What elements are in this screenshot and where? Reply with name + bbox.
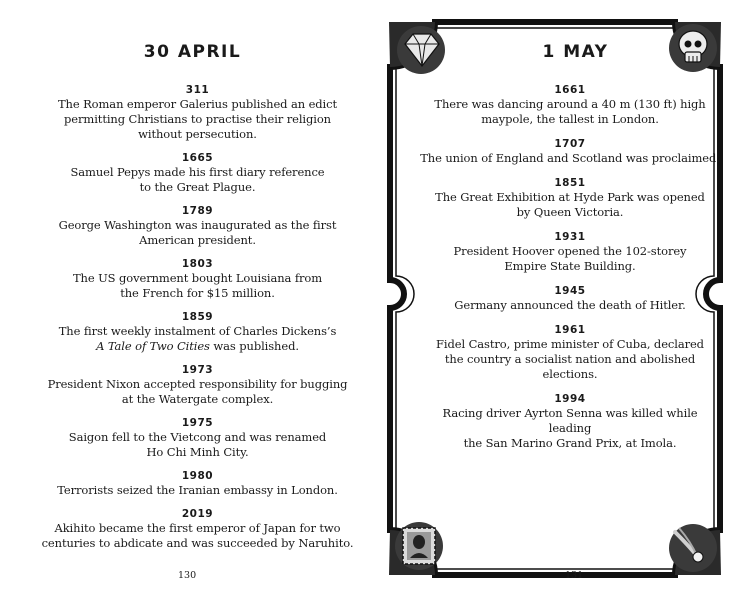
entry-line: without persecution.: [138, 127, 257, 141]
right-page: [375, 0, 750, 602]
entry-year: 1931: [554, 231, 586, 243]
list-item: [420, 84, 720, 127]
entry-line: Ho Chi Minh City.: [146, 445, 249, 459]
entry-year: 1994: [554, 393, 586, 405]
entry-line: to the Great Plague.: [139, 180, 256, 194]
book-title: A Tale of Two Cities: [96, 339, 210, 353]
entry-line: the San Marino Grand Prix, at Imola.: [463, 436, 677, 450]
entry-line: American president.: [139, 233, 256, 247]
entry-line: Fidel Castro, prime minister of Cuba, declared: [436, 337, 704, 351]
stamp-icon: [395, 522, 443, 570]
entry-year: 1707: [554, 138, 586, 150]
list-item: [420, 393, 720, 451]
entry-line: centuries to abdicate and was succeeded by Naruhito.: [41, 536, 354, 550]
entry-year: 1961: [554, 324, 586, 336]
entry-line: Akihito became the first emperor of Japan for two: [54, 521, 341, 535]
entry-line-tail: was published.: [209, 339, 299, 353]
list-item: [20, 417, 375, 460]
list-item: [20, 258, 375, 301]
page-heading: 1 MAY: [542, 42, 609, 62]
entry-line: by Queen Victoria.: [516, 205, 624, 219]
page-heading: 30 APRIL: [143, 42, 242, 62]
list-item: [420, 285, 720, 313]
entry-year: 1851: [554, 177, 586, 189]
entry-line: President Nixon accepted responsibility for bugging: [47, 377, 348, 391]
entry-line: Empire State Building.: [504, 259, 636, 273]
entry-year: 1661: [554, 84, 586, 96]
list-item: [20, 508, 375, 551]
entry-year: 1975: [181, 417, 214, 429]
entry-year: 311: [185, 84, 210, 96]
list-item: [20, 364, 375, 407]
entry-line: Germany announced the death of Hitler.: [454, 298, 686, 312]
entry-line: permitting Christians to practise their religion: [64, 112, 331, 126]
entry-line: Saigon fell to the Vietcong and was renamed: [68, 430, 327, 444]
entry-year: 1803: [181, 258, 214, 270]
page-number: 130: [178, 570, 197, 581]
list-item: [420, 231, 720, 274]
entry-line: The Great Exhibition at Hyde Park was opened: [435, 190, 705, 204]
list-item: [420, 177, 720, 220]
entry-line: maypole, the tallest in London.: [481, 112, 659, 126]
entry-line: The US government bought Louisiana from: [72, 271, 323, 285]
list-item: [20, 152, 375, 195]
entry-line: the French for $15 million.: [120, 286, 275, 300]
entry-year: 1980: [181, 470, 214, 482]
page-number: 131: [565, 570, 584, 581]
entry-year: 1665: [181, 152, 214, 164]
entry-year: 1973: [181, 364, 214, 376]
entry-year: 1789: [181, 205, 214, 217]
entry-line: President Hoover opened the 102-storey: [453, 244, 687, 258]
entry-line: Terrorists seized the Iranian embassy in London.: [57, 483, 338, 497]
list-item: [20, 84, 375, 142]
list-item: [20, 311, 375, 354]
entry-line: George Washington was inaugurated as the first: [58, 218, 337, 232]
entry-line: There was dancing around a 40 m (130 ft) high: [434, 97, 706, 111]
list-item: [420, 138, 720, 166]
entry-year: 2019: [181, 508, 214, 520]
entry-line: Racing driver Ayrton Senna was killed while leading: [442, 406, 698, 435]
entry-line: The union of England and Scotland was proclaimed.: [420, 151, 720, 165]
entry-year: 1945: [554, 285, 586, 297]
entry-list: [420, 84, 720, 462]
entry-line: Samuel Pepys made his first diary reference: [70, 165, 325, 179]
entry-line: The first weekly instalment of Charles Dickens’s: [58, 324, 337, 338]
list-item: [420, 324, 720, 382]
entry-line: at the Watergate complex.: [121, 392, 274, 406]
entry-list: [20, 84, 375, 561]
list-item: [20, 470, 375, 498]
entry-year: 1859: [181, 311, 214, 323]
entry-line: the country a socialist nation and abolished elections.: [444, 352, 696, 381]
entry-line: [20, 339, 375, 354]
list-item: [20, 205, 375, 248]
entry-line: The Roman emperor Galerius published an edict: [57, 97, 337, 111]
comet-icon: [669, 524, 717, 572]
